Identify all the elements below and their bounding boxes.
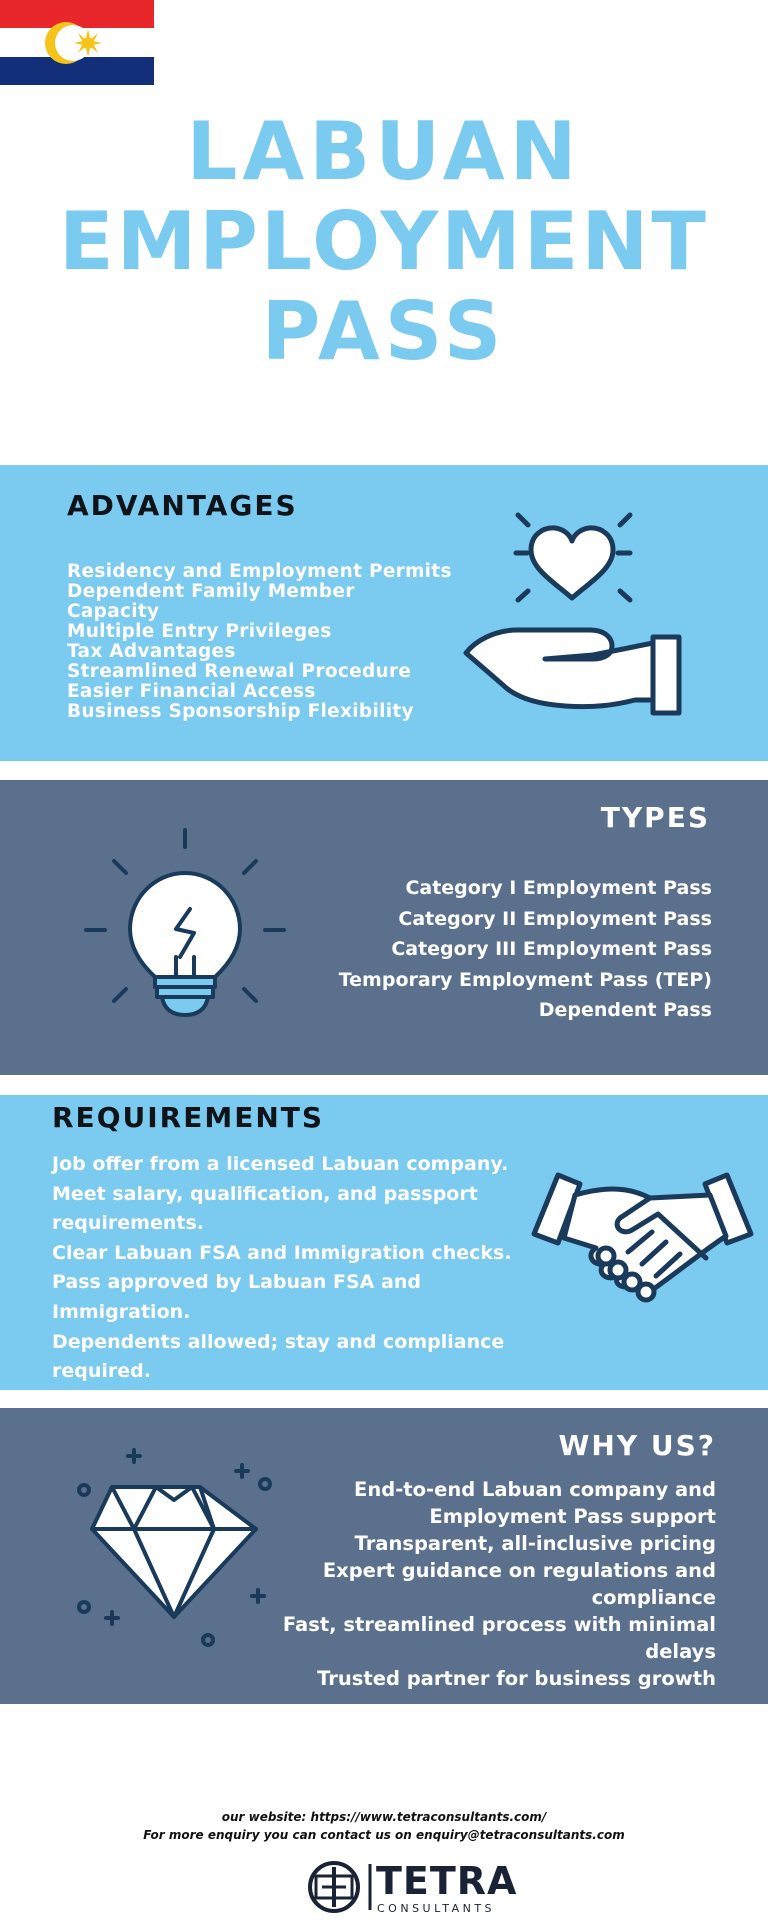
types-heading: TYPES — [600, 801, 710, 834]
list-item: Meet salary, qualification, and passport requirements. — [52, 1182, 478, 1235]
requirements-heading: REQUIREMENTS — [52, 1101, 325, 1134]
advantages-heading: ADVANTAGES — [67, 489, 298, 522]
list-item: Transparent, all-inclusive pricing — [354, 1532, 716, 1555]
list-item: Category III Employment Pass — [391, 938, 712, 960]
page-title-line-2: EMPLOYMENT — [59, 195, 709, 288]
lightbulb-icon — [80, 825, 290, 1035]
why-us-list — [256, 1476, 716, 1692]
list-item: Streamlined Renewal Procedure — [67, 661, 412, 682]
heart-in-hand-icon — [455, 505, 695, 725]
list-item: End-to-end Labuan company and Employment Pass support — [354, 1478, 716, 1528]
list-item: Job offer from a licensed Labuan company. — [52, 1153, 509, 1175]
list-item: Expert guidance on regulations and compliance — [322, 1559, 716, 1609]
list-item: Dependent Pass — [538, 999, 712, 1021]
handshake-icon — [530, 1170, 755, 1310]
diamond-icon — [70, 1440, 280, 1650]
list-item: Temporary Employment Pass (TEP) — [338, 968, 712, 991]
page-title-line-1: LABUAN — [186, 105, 582, 198]
list-item: Clear Labuan FSA and Immigration checks. — [52, 1241, 512, 1264]
list-item: Residency and Employment Permits — [67, 561, 452, 582]
requirements-list — [52, 1150, 542, 1387]
list-item: Category II Employment Pass — [398, 907, 712, 930]
list-item: Dependents allowed; stay and compliance required. — [52, 1330, 505, 1383]
footer-contact: For more enquiry you can contact us on enquiry@tetraconsultants.com — [143, 1828, 625, 1842]
list-item: Tax Advantages — [67, 641, 236, 662]
why-us-heading: WHY US? — [558, 1429, 716, 1462]
list-item: Capacity — [67, 601, 160, 622]
list-item: Category I Employment Pass — [405, 877, 712, 899]
list-item: Easier Financial Access — [67, 681, 316, 702]
list-item: Pass approved by Labuan FSA and Immigration. — [52, 1271, 421, 1323]
logo-wordmark: TETRA — [376, 1859, 518, 1903]
list-item: Multiple Entry Privileges — [67, 621, 332, 642]
malaysia-flag-icon — [0, 0, 154, 85]
list-item: Fast, streamlined process with minimal delays — [282, 1613, 716, 1663]
logo-subtitle: CONSULTANTS — [377, 1902, 496, 1915]
list-item: Dependent Family Member — [67, 581, 355, 602]
types-list — [252, 873, 712, 1026]
footer-website: our website: https://www.tetraconsultants.com/ — [221, 1810, 547, 1824]
list-item: Trusted partner for business growth — [317, 1667, 716, 1690]
page-title-line-3: PASS — [261, 285, 507, 378]
advantages-list — [67, 562, 487, 722]
list-item: Business Sponsorship Flexibility — [67, 701, 414, 722]
